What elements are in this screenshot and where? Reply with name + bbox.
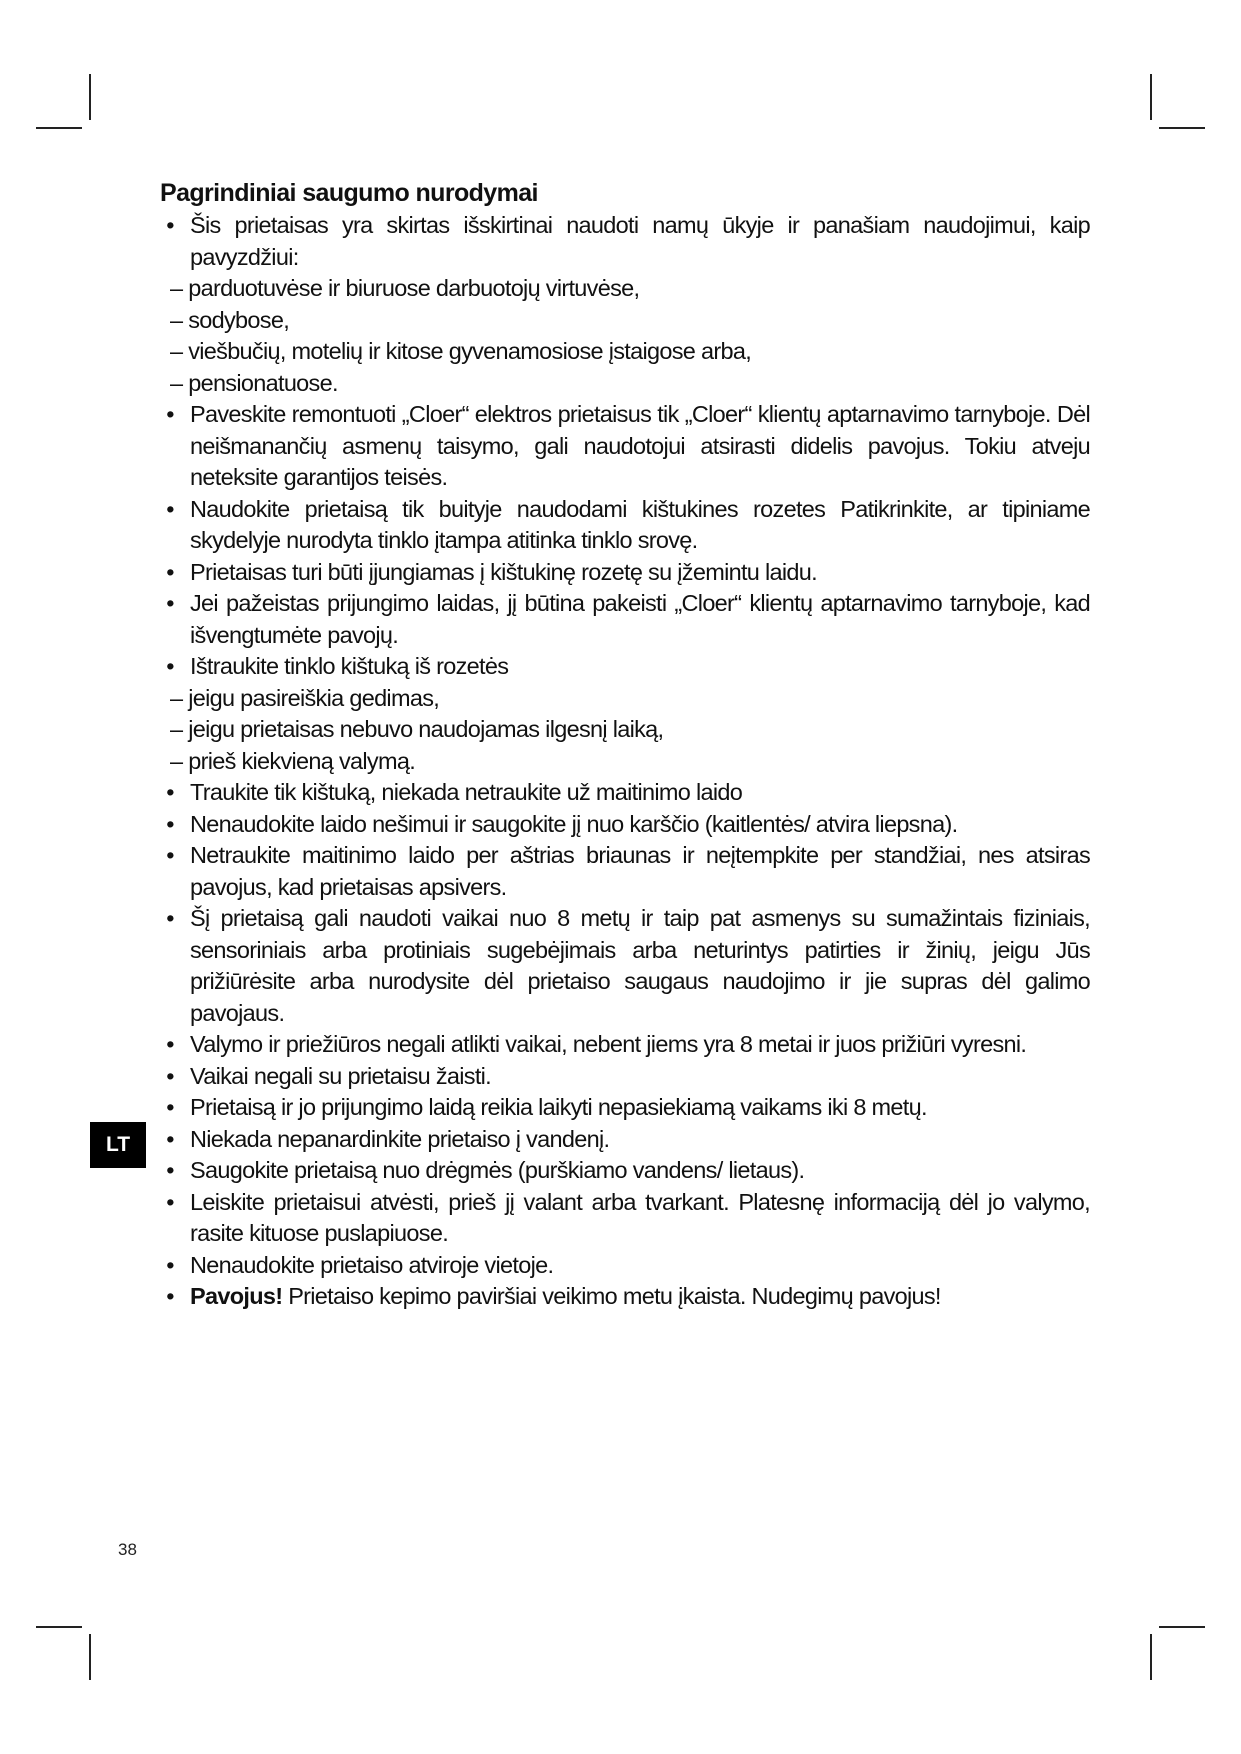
sub-list-item: – jeigu prietaisas nebuvo naudojamas ilgesnį laiką, (170, 716, 664, 742)
bullet-icon: • (166, 495, 174, 522)
list-item-text: Valymo ir priežiūros negali atlikti vaikai, nebent jiems yra 8 metai ir juos prižiūri vyresni. (190, 1031, 1027, 1057)
list-item (160, 588, 1090, 651)
list-item (160, 809, 1090, 841)
list-item-text: Traukite tik kištuką, niekada netraukite už maitinimo laido (190, 779, 743, 805)
sub-list-item: – viešbučių, motelių ir kitose gyvenamosiose įstaigose arba, (170, 338, 752, 364)
sub-list-item: – prieš kiekvieną valymą. (170, 747, 416, 774)
crop-mark-bottom-right-vertical (1150, 1634, 1152, 1680)
list-item-text: Vaikai negali su prietaisu žaisti. (190, 1062, 492, 1089)
crop-mark-top-left-horizontal (36, 127, 82, 129)
section-heading: Pagrindiniai saugumo nurodymai (160, 179, 538, 207)
list-item-text: Šis prietaisas yra skirtas išskirtinai naudoti namų ūkyje ir panašiam naudojimui, kaip pavyzdžiui: (190, 212, 1090, 270)
list-item-text: Naudokite prietaisą tik buityje naudodami kištukines rozetes Patikrinkite, ar tipiniame skydelyje nurodyta tinklo įtampa atitinka tinklo srovę. (190, 495, 1090, 553)
sub-list-item: – pensionatuose. (170, 369, 338, 396)
list-item (160, 1061, 1090, 1093)
list-item (160, 651, 1090, 683)
list-item (160, 777, 1090, 809)
list-item (160, 840, 1090, 903)
list-item (160, 1029, 1090, 1061)
page-number: 38 (118, 1540, 137, 1559)
bullet-icon: • (166, 842, 174, 868)
crop-mark-top-right-horizontal (1159, 127, 1205, 129)
bullet-icon: • (166, 779, 174, 805)
list-item-text: Saugokite prietaisą nuo drėgmės (purškiamo vandens/ lietaus). (190, 1157, 805, 1183)
warning-text: Prietaiso kepimo paviršiai veikimo metu įkaista. Nudegimų pavojus! (282, 1283, 941, 1309)
crop-mark-top-right-vertical (1150, 74, 1152, 120)
sub-list-item: – parduotuvėse ir biuruose darbuotojų virtuvėse, (170, 275, 640, 301)
bullet-icon: • (166, 1157, 174, 1183)
crop-mark-bottom-left-vertical (89, 1634, 91, 1680)
crop-mark-top-left-vertical (89, 74, 91, 120)
bullet-icon: • (166, 401, 174, 427)
crop-mark-bottom-left-horizontal (36, 1626, 82, 1628)
list-item-text: Šį prietaisą gali naudoti vaikai nuo 8 metų ir taip pat asmenys su sumažintais fiziniais, sensoriniais arba protiniais sugebėjimais arba neturintys patirties ir žinių, jeigu Jūs prižiūrėsite arba nurodysite dėl prietaiso saugaus naudojimo ir jie supras dėl galimo pavojaus. (190, 905, 1090, 1026)
bullet-icon: • (166, 1188, 174, 1215)
crop-mark-bottom-right-horizontal (1159, 1626, 1205, 1628)
list-item (160, 494, 1090, 557)
sub-list-item: – jeigu pasireiškia gedimas, (170, 684, 440, 711)
bullet-icon: • (166, 590, 174, 616)
bullet-icon: • (166, 1251, 174, 1278)
safety-instructions (160, 178, 1090, 1313)
list-item (160, 1092, 1090, 1124)
bullet-icon: • (166, 1125, 174, 1152)
list-item (160, 1124, 1090, 1156)
warning-item (160, 1281, 1090, 1313)
list-item (160, 1250, 1090, 1282)
bullet-icon: • (166, 212, 174, 238)
list-item-text: Ištraukite tinklo kištuką iš rozetės (190, 653, 509, 679)
list-item-text: Nenaudokite laido nešimui ir saugokite jį nuo karščio (kaitlentės/ atvira liepsna). (190, 810, 958, 837)
list-item-text: Niekada nepanardinkite prietaiso į vandenį. (190, 1125, 610, 1152)
list-item-text: Netraukite maitinimo laido per aštrias briaunas ir neįtempkite per standžiai, nes atsiras pavojus, kad prietaisas apsivers. (190, 842, 1090, 900)
list-item-text: Leiskite prietaisui atvėsti, prieš jį valant arba tvarkant. Platesnę informaciją dėl jo valymo, rasite kituose puslapiuose. (190, 1188, 1090, 1246)
list-item-text: Paveskite remontuoti „Cloer“ elektros prietaisus tik „Cloer“ klientų aptarnavimo tarnyboje. Dėl neišmanančių asmenų taisymo, gali naudotojui atsirasti didelis pavojus. Tokiu atveju neteksite garantijos teisės. (190, 401, 1090, 490)
list-item (160, 1187, 1090, 1250)
list-item-text: Jei pažeistas prijungimo laidas, jį būtina pakeisti „Cloer“ klientų aptarnavimo tarnyboje, kad išvengtumėte pavojų. (190, 590, 1090, 648)
list-item-text: Nenaudokite prietaiso atviroje vietoje. (190, 1251, 554, 1278)
list-item (160, 210, 1090, 273)
instruction-list (160, 210, 1090, 1281)
bullet-icon: • (166, 653, 174, 679)
bullet-icon: • (166, 1031, 174, 1057)
bullet-icon: • (166, 1283, 174, 1309)
warning-label: Pavojus! (190, 1283, 283, 1309)
bullet-icon: • (166, 905, 174, 931)
list-item (160, 903, 1090, 1029)
list-item (160, 557, 1090, 589)
language-tab: LT (90, 1122, 146, 1168)
bullet-icon: • (166, 1094, 174, 1120)
list-item-text: Prietaisas turi būti įjungiamas į kištukinę rozetę su įžemintu laidu. (190, 558, 817, 585)
bullet-icon: • (166, 1062, 174, 1089)
sub-list-item: – sodybose, (170, 306, 290, 333)
list-item-text: Prietaisą ir jo prijungimo laidą reikia laikyti nepasiekiamą vaikams iki 8 metų. (190, 1094, 927, 1120)
list-item (160, 399, 1090, 494)
list-item (160, 1155, 1090, 1187)
bullet-icon: • (166, 558, 174, 585)
bullet-icon: • (166, 810, 174, 837)
